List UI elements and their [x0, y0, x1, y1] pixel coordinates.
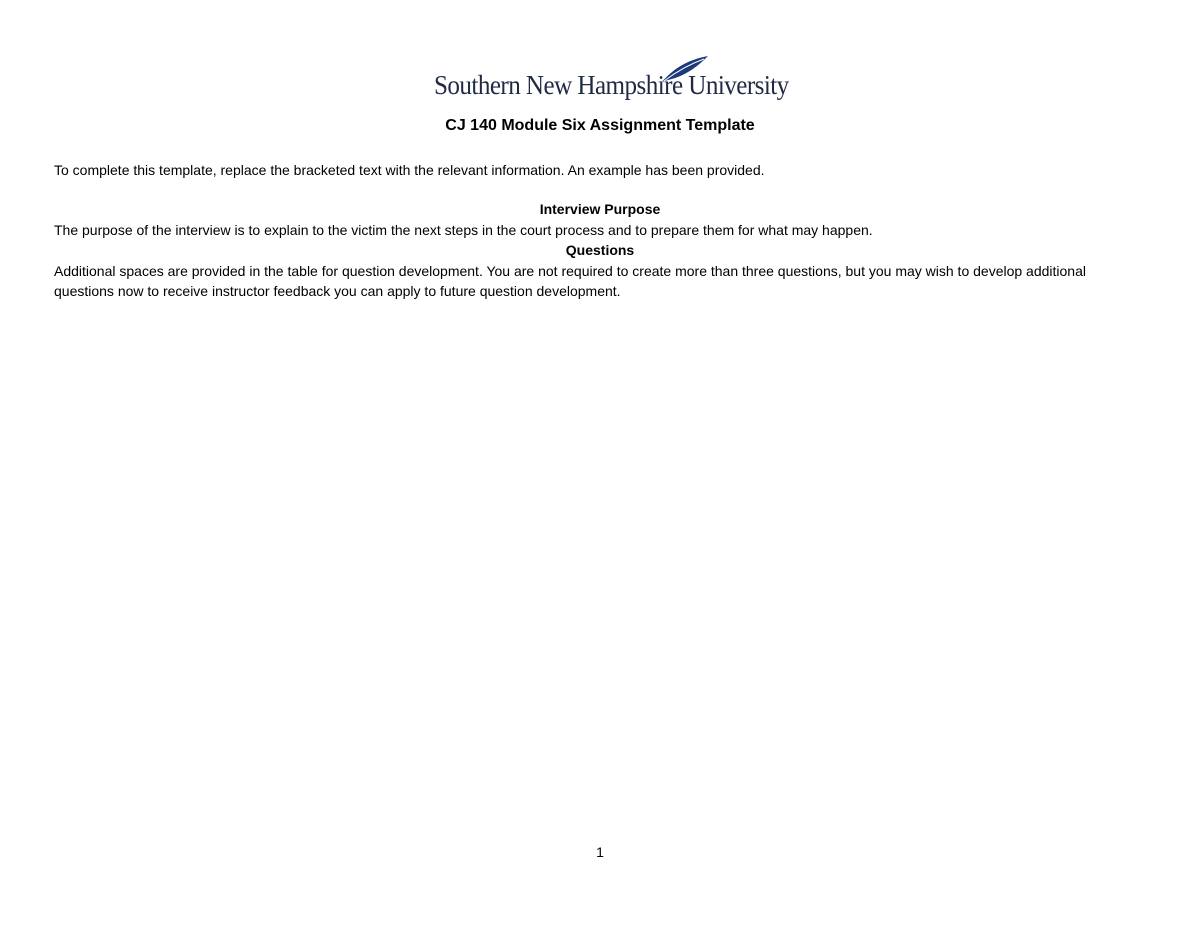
instructions-text: To complete this template, replace the bracketed text with the relevant information. An example has been provided.: [54, 162, 765, 178]
section-heading-interview-purpose: Interview Purpose: [539, 201, 661, 217]
logo-wordmark: Southern New Hampshire University: [434, 70, 789, 100]
questions-text: Additional spaces are provided in the table for question development. You are not required to create more than three questions, but you may wish to develop additional questions now to receive instructor feedback you can apply to future question development.: [54, 263, 1086, 299]
page-number: 1: [596, 844, 604, 860]
interview-purpose-text: The purpose of the interview is to explain to the victim the next steps in the court process and to prepare them for what may happen.: [54, 222, 873, 238]
university-logo: [434, 54, 789, 104]
document-title: CJ 140 Module Six Assignment Template: [445, 117, 755, 134]
section-heading-questions: Questions: [565, 242, 635, 258]
